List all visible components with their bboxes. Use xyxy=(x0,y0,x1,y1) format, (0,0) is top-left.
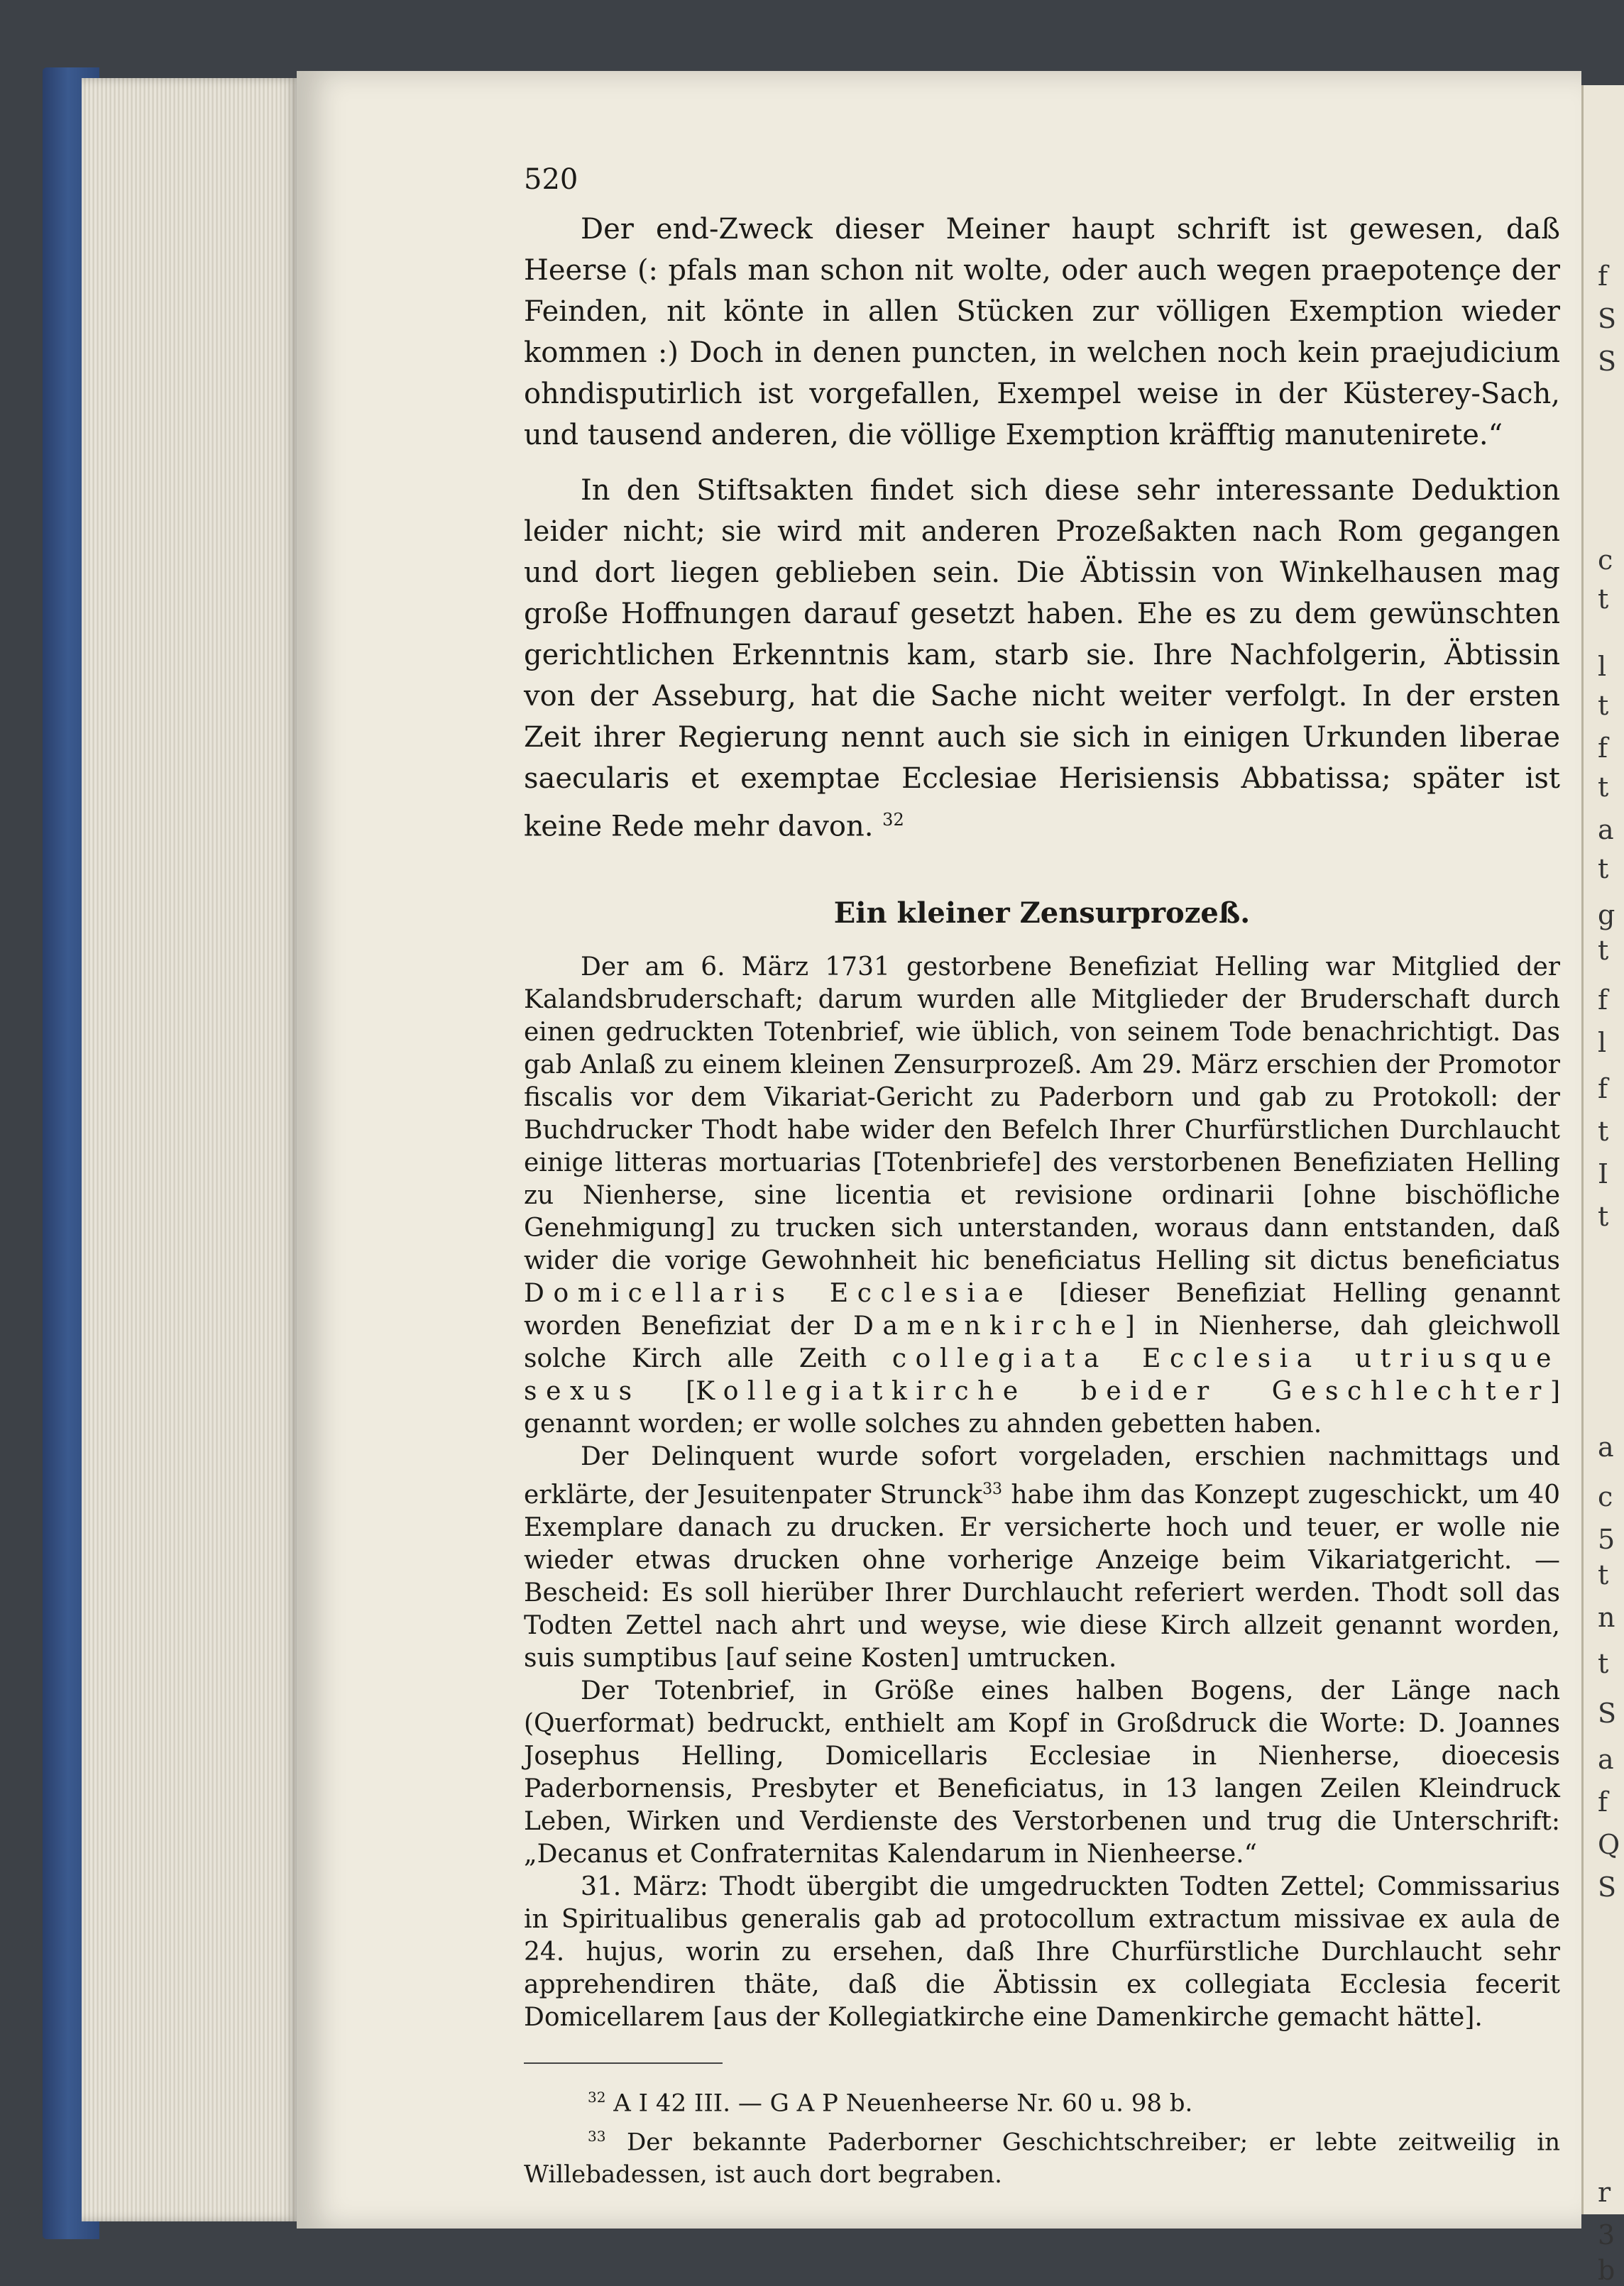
paragraph-5: Der Totenbrief, in Größe eines halben Bogens, der Länge nach (Querformat) bedruckt, enthielt am Kopf in Großdruck die Worte: D. Joannes Josephus Helling, Domicellaris Ecclesiae in Nienherse, dioecesis Paderbornensis, Presbyter et Beneficiatus, in 13 langen Zeilen Kleindruck Leben, Wirken und Verdienste des Verstorbenen und trug die Unterschrift: „Decanus et Confraternitas Kalendarum in Nienheerse.“ xyxy=(524,1676,1560,1869)
right-frag: t xyxy=(1598,1559,1609,1590)
right-frag: 3 xyxy=(1598,2219,1615,2251)
right-frag: l xyxy=(1598,651,1607,682)
paragraph-4 xyxy=(524,1441,1560,1675)
p3-spaced-4: Kollegiatkirche beider Geschlechter xyxy=(696,1377,1550,1407)
right-frag: f xyxy=(1598,1786,1608,1818)
right-frag: g xyxy=(1598,899,1615,930)
p3-text-c: ] in Nienherse, dah gleichwoll solche Kirch alle Zeith xyxy=(524,1312,1560,1374)
right-frag: t xyxy=(1598,583,1609,615)
page-edges xyxy=(82,78,298,2221)
p3-text-d: [ xyxy=(686,1377,696,1407)
right-frag: f xyxy=(1598,260,1608,292)
footnote-32 xyxy=(524,2081,1560,2119)
page-text xyxy=(524,163,1560,2191)
right-frag: t xyxy=(1598,771,1609,803)
right-page-edge xyxy=(1581,85,1624,2286)
right-frag: S xyxy=(1598,1698,1617,1729)
right-frag: t xyxy=(1598,1116,1609,1147)
right-frag: n xyxy=(1598,1602,1615,1633)
right-frag: f xyxy=(1598,732,1608,764)
right-frag: r xyxy=(1598,2177,1611,2208)
footnote-32-text: A I 42 III. — G A P Neuenheerse Nr. 60 u. 98 b. xyxy=(613,2089,1193,2118)
footnote-33-text: Der bekannte Paderborner Geschichtschreiber; er lebte zeitweilig in Willebadessen, ist auch dort begraben. xyxy=(524,2127,1561,2189)
right-frag: t xyxy=(1598,1201,1609,1232)
section-heading: Ein kleiner Zensurprozeß. xyxy=(833,896,1251,930)
right-frag: S xyxy=(1598,303,1617,334)
left-page xyxy=(297,71,1581,2229)
p3-spaced-3: collegiata Ecclesia utriusque sexus xyxy=(524,1344,1560,1407)
paragraph-2 xyxy=(524,470,1560,847)
right-frag: S xyxy=(1598,1872,1617,1903)
right-frag: t xyxy=(1598,1648,1609,1679)
p3-text-b: [dieser Benefiziat Helling genannt worden Benefiziat der xyxy=(524,1279,1560,1341)
right-frag: a xyxy=(1598,1744,1614,1775)
right-frag: a xyxy=(1598,814,1614,845)
footnote-rule xyxy=(524,2062,723,2064)
p3-text-a: Der am 6. März 1731 gestorbene Benefiziat Helling war Mitglied der Kalandsbruderschaft; darum wurden alle Mitglieder der Bruderschaft durch einen gedruckten Totenbrief, wie üblich, von seinem Tode benachrichtigt. Das gab Anlaß zu einem kleinen Zensurprozeß. Am 29. März erschien der Promotor fiscalis vor dem Vikariat-Gericht zu Paderborn und gab zu Protokoll: der Buchdrucker Thodt habe wider den Befelch Ihrer Churfürstlichen Durchlaucht einige litteras mortuarias [Totenbriefe] des verstorbenen Benefiziaten Helling zu Nienherse, sine licentia et revisione ordinarii [ohne bischöfliche Genehmigung] zu trucken sich unterstanden, woraus dann entstanden, daß wider die vorige Gewohnheit hic beneficiatus Helling sit dictus beneficiatus xyxy=(524,952,1560,1276)
right-frag: b xyxy=(1598,2255,1615,2286)
p4-text-b: habe ihm das Konzept zugeschickt, um 40 Exemplare danach zu drucken. Er versicherte hoch und teuer, er wolle nie wieder etwas drucken ohne vorherige Anzeige beim Vikariatgericht. — Bescheid: Es soll hierüber Ihrer Durchlaucht referiert werden. Thodt soll das Todten Zettel nach ahrt und weyse, wie diese Kirch allzeit genannt worden, suis sumptibus [auf seine Kosten] umtrucken. xyxy=(524,1480,1560,1674)
p4-text-a: Der Delinquent wurde sofort vorgeladen, erschien nachmittags und erklärte, der Jesuitenpater Strunck xyxy=(524,1442,1560,1510)
right-frag: t xyxy=(1598,690,1609,721)
p3-spaced-1: Domicellaris Ecclesiae xyxy=(524,1279,1033,1309)
paragraph-2-text: In den Stiftsakten findet sich diese sehr interessante Deduktion leider nicht; sie wird mit anderen Prozeßakten nach Rom gegangen und dort liegen geblieben sein. Die Äbtissin von Winkelhausen mag große Hoffnungen darauf gesetzt haben. Ehe es zu dem gewünschten gerichtlichen Erkenntnis kam, starb sie. Ihre Nachfolgerin, Äbtissin von der Asseburg, hat die Sache nicht weiter verfolgt. In der ersten Zeit ihrer Regierung nennt auch sie sich in einigen Urkunden liberae saecularis et exemptae Ecclesiae Herisiensis Abbatissa; später ist keine Rede mehr davon. xyxy=(524,474,1560,843)
right-frag: c xyxy=(1598,1481,1613,1512)
right-frag: c xyxy=(1598,544,1613,576)
footnote-33 xyxy=(524,2120,1560,2191)
right-frag: S xyxy=(1598,346,1617,377)
footnote-ref-32: 32 xyxy=(882,810,904,830)
right-frag: a xyxy=(1598,1432,1614,1463)
right-frag: t xyxy=(1598,935,1609,966)
paragraph-3 xyxy=(524,951,1560,1441)
right-frag: 5 xyxy=(1598,1524,1615,1555)
page-number: 520 xyxy=(524,163,578,196)
right-frag: l xyxy=(1598,1027,1607,1058)
right-frag: f xyxy=(1598,1073,1608,1104)
paragraph-1: Der end-Zweck dieser Meiner haupt schrift ist gewesen, daß Heerse (: pfals man schon nit wolte, oder auch wegen praepotençe der Feinden, nit könte in allen Stücken zur völligen Exemption wieder kommen :) Doch in denen puncten, in welchen noch kein praejudicium ohndisputirlich ist vorgefallen, Exempel weise in der Küsterey-Sach, und tausend anderen, die völlige Exemption kräfftig manutenirete.“ xyxy=(524,213,1560,451)
p3-text-e: ] genannt worden; er wolle solches zu ahnden gebetten haben. xyxy=(524,1377,1561,1439)
right-frag: Q xyxy=(1598,1829,1620,1860)
right-frag: I xyxy=(1598,1158,1609,1189)
footnote-ref-33: 33 xyxy=(982,1480,1003,1499)
right-frag: f xyxy=(1598,984,1608,1016)
paragraph-6: 31. März: Thodt übergibt die umgedruckten Todten Zettel; Commissarius in Spiritualibus generalis gab ad protocollum extractum missivae ex aula de 24. hujus, worin zu ersehen, daß Ihre Churfürstliche Durchlaucht sehr apprehendiren thäte, daß die Äbtissin ex collegiata Ecclesia fecerit Domicellarem [aus der Kollegiatkirche eine Damenkirche gemacht hätte]. xyxy=(524,1872,1560,2033)
p3-spaced-2: Damenkirche xyxy=(853,1312,1125,1341)
footnote-32-num: 32 xyxy=(588,2089,606,2106)
footnote-33-num: 33 xyxy=(588,2127,606,2145)
right-frag: t xyxy=(1598,853,1609,884)
